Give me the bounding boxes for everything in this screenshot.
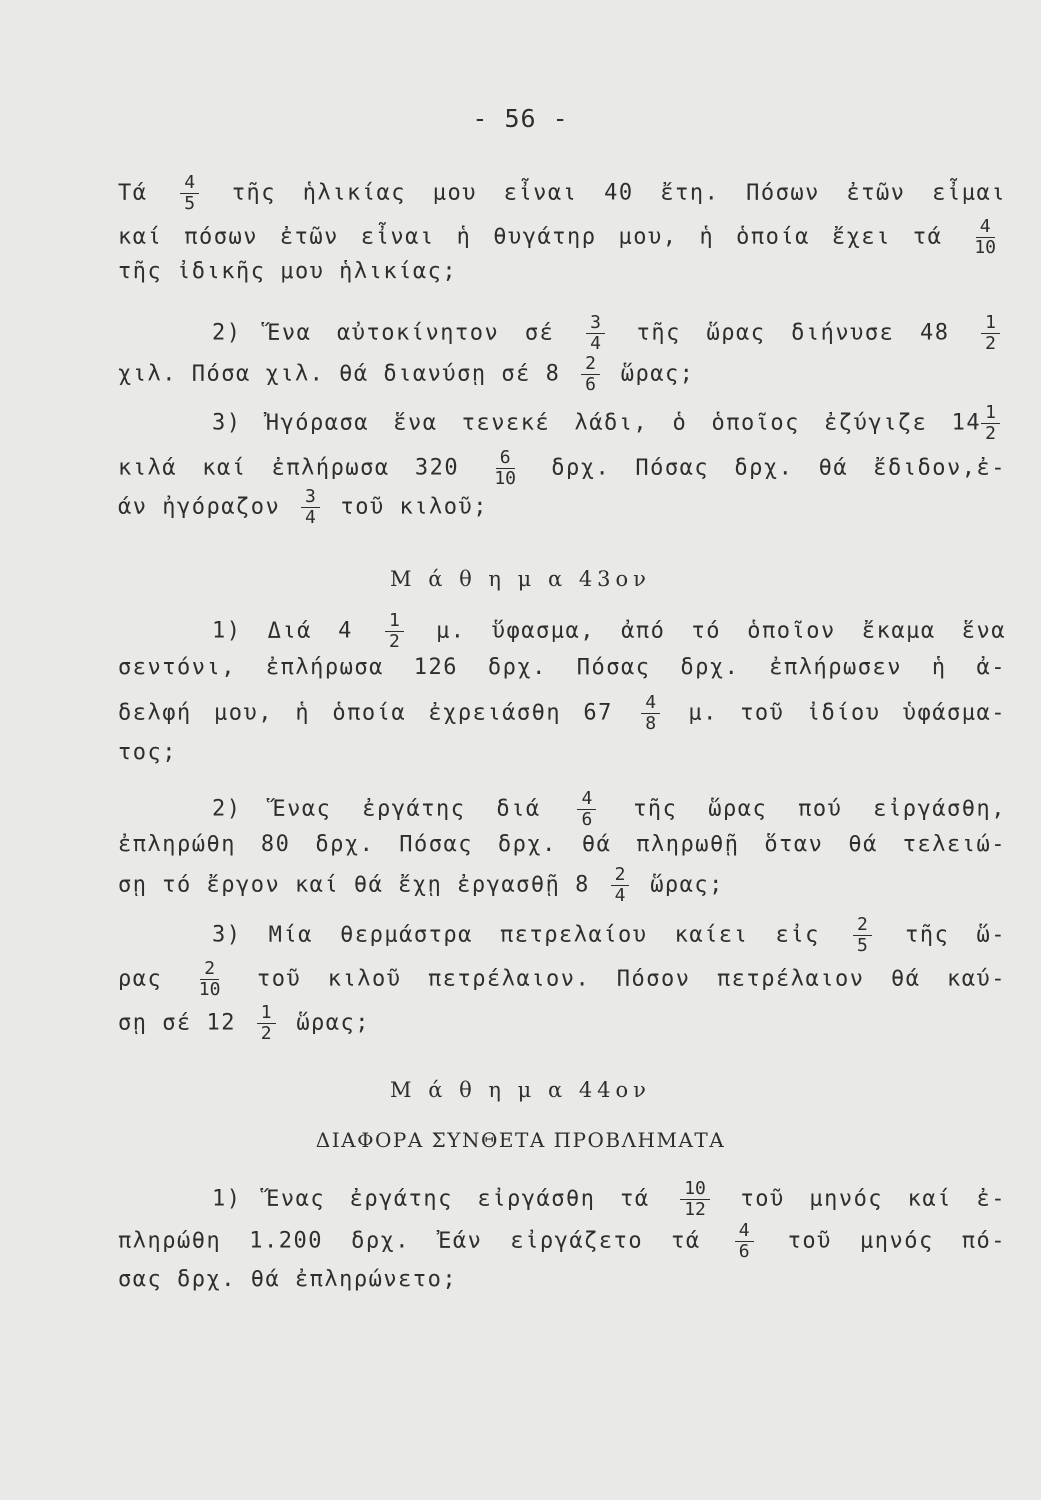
fraction: $\frac{6}{10}$ — [494, 447, 516, 489]
lesson-44-problem-1-line-2: πληρώθη 1.200 δρχ. Ἐάν εἰργάζετο τά $\frac{4}{6}$ τοῦ μηνός πό- — [118, 1220, 1007, 1262]
lesson-43-problem-1-line-4: τος; — [118, 740, 177, 765]
fraction: $\frac{2}{10}$ — [198, 958, 221, 1000]
problem-3-line-2: κιλά καί ἐπλήρωσα 320 $\frac{6}{10}$ δρχ. Πόσας δρχ. θά ἔδιδον,ἐ- — [118, 447, 1007, 489]
fraction: $\frac{4}{6}$ — [577, 790, 596, 829]
lesson-43-problem-1-line-2: σεντόνι, ἐπλήρωσα 126 δρχ. Πόσας δρχ. ἐπλήρωσεν ἡ ἀ- — [118, 655, 1006, 680]
fraction: $\frac{10}{12}$ — [680, 1180, 710, 1219]
fraction: $\frac{1}{2}$ — [981, 404, 1000, 443]
fraction: $\frac{1}{2}$ — [257, 1004, 276, 1043]
problem-3-line-1: 3) Ἠγόρασα ἕνα τενεκέ λάδι, ὁ ὁποῖος ἐζύγιζε 14 $\frac{1}{2}$ — [212, 404, 1006, 443]
lesson-43-problem-2-line-3: σῃ τό ἔργον καί θά ἔχῃ ἐργασθῇ 8 $\frac{2}{4}$ ὥρας; — [118, 864, 724, 906]
lesson-44-heading: Μ ά θ η μ α 44ον — [390, 1078, 651, 1102]
fraction: $\frac{3}{4}$ — [301, 488, 320, 527]
intro-line-1: Τά $\frac{4}{5}$ τῆς ἡλικίας μου εἶναι 40 ἔτη. Πόσων ἐτῶν εἶμαι — [118, 172, 1006, 214]
lesson-43-problem-3-line-2: ρας $\frac{2}{10}$ τοῦ κιλοῦ πετρέλαιον. Πόσον πετρέλαιον θά καύ- — [118, 958, 1006, 1000]
lesson-43-problem-3-line-3: σῃ σέ 12 $\frac{1}{2}$ ὥρας; — [118, 1002, 371, 1044]
intro-line-2: καί πόσων ἐτῶν εἶναι ἡ θυγάτηρ μου, ἡ ὁποία ἔχει τά $\frac{4}{10}$ — [118, 218, 1006, 257]
fraction: $\frac{1}{2}$ — [385, 612, 404, 651]
fraction: $\frac{4}{10}$ — [974, 216, 996, 258]
problem-2-line-1: 2) Ἕνα αὐτοκίνητον σέ $\frac{3}{4}$ τῆς ὥρας διήνυσε 48 $\frac{1}{2}$ — [212, 314, 1006, 353]
lesson-43-problem-3-line-1: 3) Μία θερμάστρα πετρελαίου καίει εἰς $\frac{2}{5}$ τῆς ὥ- — [212, 914, 1006, 956]
lesson-43-heading: Μ ά θ η μ α 43ον — [390, 567, 651, 591]
lesson-44-subtitle: ΔΙΑΦΟΡΑ ΣΥΝΘΕΤΑ ΠΡΟΒΛΗΜΑΤΑ — [315, 1128, 726, 1152]
fraction: $\frac{2}{6}$ — [581, 355, 600, 394]
lesson-43-problem-2-line-2: ἐπληρώθη 80 δρχ. Πόσας δρχ. θά πληρωθῇ ὅταν θά τελειώ- — [118, 832, 1006, 857]
problem-3-line-3: άν ἠγόραζον $\frac{3}{4}$ τοῦ κιλοῦ; — [118, 486, 488, 528]
fraction: $\frac{3}{4}$ — [586, 314, 605, 353]
fraction: $\frac{2}{4}$ — [611, 866, 630, 905]
page-number: - 56 - — [472, 104, 569, 133]
fraction: $\frac{2}{5}$ — [853, 916, 872, 955]
problem-2-line-2: χιλ. Πόσα χιλ. θά διανύσῃ σέ 8 $\frac{2}{6}$ ὥρας; — [118, 353, 695, 395]
fraction: $\frac{4}{5}$ — [180, 174, 199, 213]
fraction: $\frac{4}{6}$ — [735, 1222, 754, 1261]
fraction: $\frac{1}{2}$ — [981, 314, 1000, 353]
lesson-43-problem-2-line-1: 2) Ἕνας ἐργάτης διά $\frac{4}{6}$ τῆς ὥρας πού εἰργάσθη, — [212, 788, 1006, 830]
lesson-44-problem-1-line-1: 1) Ἕνας ἐργάτης εἰργάσθη τά $\frac{10}{12}$ τοῦ μηνός καί ἐ- — [212, 1178, 1006, 1220]
lesson-44-problem-1-line-3: σας δρχ. θά ἐπληρώνετο; — [118, 1267, 458, 1292]
fraction: $\frac{4}{8}$ — [641, 694, 660, 733]
lesson-43-problem-1-line-1: 1) Διά 4 $\frac{1}{2}$ μ. ὕφασμα, ἀπό τό ὁποῖον ἔκαμα ἕνα — [212, 610, 1007, 652]
lesson-43-problem-1-line-3: δελφή μου, ἡ ὁποία ἐχρειάσθη 67 $\frac{4}{8}$ μ. τοῦ ἰδίου ὑφάσμα- — [118, 692, 1006, 734]
intro-line-3: τῆς ἰδικῆς μου ἡλικίας; — [118, 259, 458, 284]
